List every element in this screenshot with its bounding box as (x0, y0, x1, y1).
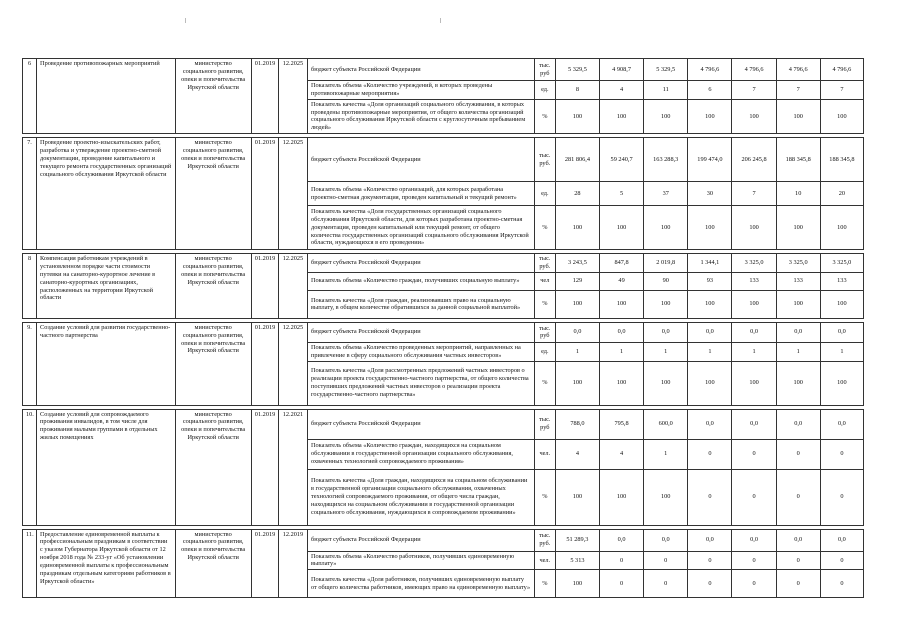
year-value: 100 (732, 99, 776, 133)
year-value: 100 (555, 99, 599, 133)
year-value: 100 (555, 469, 599, 525)
measure-name: Создание условий для развития государственно-частного партнерства (37, 322, 175, 405)
unit: чел (534, 272, 555, 290)
unit: ед. (534, 182, 555, 206)
year-value: 11 (644, 81, 688, 100)
measure-name: Проведение противопожарных мероприятий (37, 59, 175, 134)
year-value: 10 (776, 182, 820, 206)
year-value: 788,0 (555, 409, 599, 439)
year-value: 8 (555, 81, 599, 100)
year-value: 3 325,0 (820, 254, 863, 273)
indicator-text: Показатель качества «Доля организаций социального обслуживания, в которых проведены противопожарные мероприятия, от общего количества организаций социального обслуживания Иркутской области с круглосуточным пребыванием людей» (307, 99, 534, 133)
year-value: 0 (644, 551, 688, 570)
measure-name: Проведение проектно-изыскательских работ, разработка и утверждение проектно-сметной документации, проведение капитального и текущего ремонта государственных организаций социального обслуживания Иркутской области (37, 138, 175, 250)
year-value: 188 345,8 (820, 138, 863, 182)
year-value: 0 (732, 469, 776, 525)
year-value: 0,0 (732, 409, 776, 439)
year-value: 49 (600, 272, 644, 290)
funding-source: бюджет субъекта Российской Федерации (307, 254, 534, 273)
year-value: 4 796,6 (820, 59, 863, 81)
year-value: 4 796,6 (732, 59, 776, 81)
year-value: 100 (644, 290, 688, 318)
year-value: 199 474,0 (688, 138, 732, 182)
year-value: 100 (644, 361, 688, 405)
indicator-text: Показатель объема «Количество организаций, для которых разработана проектно-сметная документация, проведен капитальный и текущий ремонт» (307, 182, 534, 206)
year-value: 0,0 (732, 529, 776, 551)
year-value: 281 806,4 (555, 138, 599, 182)
year-value: 7 (776, 81, 820, 100)
start-date: 01.2019 (251, 59, 278, 134)
year-value: 0 (732, 570, 776, 598)
year-value: 100 (600, 469, 644, 525)
year-value: 100 (688, 290, 732, 318)
unit: % (534, 290, 555, 318)
year-value: 5 (600, 182, 644, 206)
year-value: 100 (820, 290, 863, 318)
end-date: 12.2025 (278, 59, 307, 134)
year-value: 1 (820, 342, 863, 361)
year-value: 100 (820, 99, 863, 133)
year-value: 163 288,3 (644, 138, 688, 182)
year-value: 0 (688, 439, 732, 469)
table-row (23, 409, 864, 439)
year-value: 4 (555, 439, 599, 469)
year-value: 206 245,8 (732, 138, 776, 182)
unit: тыс. руб (534, 409, 555, 439)
year-value: 0,0 (644, 322, 688, 342)
executor: министерство социального развития, опеки и попечительства Иркутской области (175, 409, 251, 525)
unit: % (534, 206, 555, 250)
start-date: 01.2019 (251, 254, 278, 319)
end-date: 12.2025 (278, 138, 307, 250)
start-date: 01.2019 (251, 322, 278, 405)
year-value: 4 (600, 81, 644, 100)
year-value: 1 (776, 342, 820, 361)
scan-mark (185, 18, 186, 23)
year-value: 100 (776, 290, 820, 318)
year-value: 7 (820, 81, 863, 100)
year-value: 188 345,8 (776, 138, 820, 182)
year-value: 0,0 (600, 322, 644, 342)
year-value: 100 (600, 290, 644, 318)
table-row (23, 59, 864, 81)
measure-name: Предоставление единовременной выплаты к профессиональным праздникам в соответствии с указом Губернатора Иркутской области от 12 ноября 2018 года № 233-уг «Об установлении единовременной выплаты к профессиональным праздникам отдельным категориям работников в Иркутской области» (37, 529, 175, 598)
year-value: 37 (644, 182, 688, 206)
measure-name: Компенсация работникам учреждений в установленном порядке части стоимости путевки на санаторно-курортное лечение в санаторно-курортных организациях, расположенных на территории Иркутской области (37, 254, 175, 319)
executor: министерство социального развития, опеки и попечительства Иркутской области (175, 529, 251, 598)
unit: чел. (534, 551, 555, 570)
year-value: 100 (688, 99, 732, 133)
year-value: 100 (644, 99, 688, 133)
year-value: 3 325,0 (776, 254, 820, 273)
year-value: 0,0 (820, 529, 863, 551)
year-value: 7 (732, 81, 776, 100)
year-value: 0,0 (820, 322, 863, 342)
year-value: 133 (776, 272, 820, 290)
table-row (23, 254, 864, 273)
year-value: 4 796,6 (776, 59, 820, 81)
year-value: 847,8 (600, 254, 644, 273)
row-number: 7. (23, 138, 37, 250)
year-value: 90 (644, 272, 688, 290)
year-value: 51 289,3 (555, 529, 599, 551)
year-value: 100 (644, 206, 688, 250)
unit: тыс. руб (534, 59, 555, 81)
year-value: 7 (732, 182, 776, 206)
year-value: 600,0 (644, 409, 688, 439)
year-value: 100 (555, 290, 599, 318)
scan-mark (440, 18, 441, 23)
indicator-text: Показатель качества «Доля граждан, реализовавших право на социальную выплату, в общем количестве обратившихся за данной социальной выплатой» (307, 290, 534, 318)
row-number: 9. (23, 322, 37, 405)
year-value: 0 (688, 551, 732, 570)
year-value: 0 (776, 469, 820, 525)
year-value: 0 (776, 570, 820, 598)
year-value: 100 (555, 570, 599, 598)
row-number: 8 (23, 254, 37, 319)
year-value: 1 (644, 439, 688, 469)
year-value: 0 (776, 439, 820, 469)
year-value: 0,0 (555, 322, 599, 342)
unit: тыс. руб. (534, 138, 555, 182)
unit: тыс. руб. (534, 529, 555, 551)
indicator-text: Показатель объема «Количество работников, получивших единовременную выплату» (307, 551, 534, 570)
year-value: 795,8 (600, 409, 644, 439)
year-value: 100 (732, 206, 776, 250)
year-value: 28 (555, 182, 599, 206)
year-value: 6 (688, 81, 732, 100)
end-date: 12.2025 (278, 322, 307, 405)
year-value: 0 (820, 439, 863, 469)
year-value: 133 (732, 272, 776, 290)
indicator-text: Показатель объема «Количество граждан, получивших социальную выплату» (307, 272, 534, 290)
indicator-text: Показатель объема «Количество граждан, находящихся на социальном обслуживании в государственной организации социального обслуживания, охваченных технологией сопровождаемого проживания» (307, 439, 534, 469)
unit: ед. (534, 342, 555, 361)
year-value: 0 (820, 469, 863, 525)
program-table (22, 58, 864, 598)
year-value: 100 (776, 206, 820, 250)
start-date: 01.2019 (251, 529, 278, 598)
year-value: 0,0 (776, 409, 820, 439)
table-row (23, 138, 864, 182)
year-value: 1 344,1 (688, 254, 732, 273)
year-value: 59 240,7 (600, 138, 644, 182)
start-date: 01.2019 (251, 409, 278, 525)
year-value: 100 (600, 99, 644, 133)
end-date: 12.2025 (278, 254, 307, 319)
year-value: 0,0 (820, 409, 863, 439)
year-value: 100 (555, 361, 599, 405)
year-value: 0 (644, 570, 688, 598)
year-value: 0,0 (688, 322, 732, 342)
year-value: 0,0 (644, 529, 688, 551)
unit: % (534, 99, 555, 133)
measure-name: Создание условий для сопровождаемого проживания инвалидов, в том числе для проживания малыми группами в отдельных жилых помещениях (37, 409, 175, 525)
year-value: 2 019,8 (644, 254, 688, 273)
unit: % (534, 469, 555, 525)
year-value: 1 (644, 342, 688, 361)
year-value: 0 (600, 551, 644, 570)
indicator-text: Показатель объема «Количество проведенных мероприятий, направленных на привлечение в сферу социального обслуживания частных инвесторов» (307, 342, 534, 361)
year-value: 0 (600, 570, 644, 598)
year-value: 100 (820, 206, 863, 250)
unit: чел. (534, 439, 555, 469)
indicator-text: Показатель качества «Доля государственных организаций социального обслуживания Иркутской области, для которых разработана проектно-сметная документация, проведен капитальный или текущий ремонт, от общего количества государственных организаций социального обслуживания Иркутской области, нуждающихся в его проведении» (307, 206, 534, 250)
year-value: 100 (820, 361, 863, 405)
year-value: 1 (600, 342, 644, 361)
funding-source: бюджет субъекта Российской Федерации (307, 409, 534, 439)
year-value: 100 (732, 361, 776, 405)
funding-source: бюджет субъекта Российской Федерации (307, 322, 534, 342)
table-row (23, 322, 864, 342)
year-value: 100 (776, 99, 820, 133)
executor: министерство социального развития, опеки и попечительства Иркутской области (175, 322, 251, 405)
indicator-text: Показатель объема «Количество учреждений, в которых проведены противопожарные мероприятия» (307, 81, 534, 100)
funding-source: бюджет субъекта Российской Федерации (307, 138, 534, 182)
indicator-text: Показатель качества «Доля рассмотренных предложений частных инвесторов о реализации проекта государственно-частного партнерства, от общего количества поступивших предложений частных инвесторов о реализации проекта государственно-частного партнерства» (307, 361, 534, 405)
unit: тыс. руб (534, 322, 555, 342)
year-value: 0 (688, 469, 732, 525)
year-value: 100 (688, 361, 732, 405)
year-value: 0,0 (776, 322, 820, 342)
row-number: 10. (23, 409, 37, 525)
year-value: 1 (555, 342, 599, 361)
year-value: 4 (600, 439, 644, 469)
executor: министерство социального развития, опеки и попечительства Иркутской области (175, 138, 251, 250)
executor: министерство социального развития, опеки и попечительства Иркутской области (175, 254, 251, 319)
year-value: 4 796,6 (688, 59, 732, 81)
year-value: 100 (600, 361, 644, 405)
year-value: 4 908,7 (600, 59, 644, 81)
year-value: 0 (732, 439, 776, 469)
executor: министерство социального развития, опеки и попечительства Иркутской области (175, 59, 251, 134)
unit: % (534, 361, 555, 405)
funding-source: бюджет субъекта Российской Федерации (307, 59, 534, 81)
year-value: 5 313 (555, 551, 599, 570)
year-value: 100 (644, 469, 688, 525)
indicator-text: Показатель качества «Доля граждан, находящихся на социальном обслуживании в государственной организации социального обслуживания, охваченных технологией сопровождаемого проживания, от общего числа граждан, находящихся на социальном обслуживании в государственной организации социального обслуживания, нуждающихся в сопровождаемом проживании» (307, 469, 534, 525)
table-row (23, 529, 864, 551)
year-value: 133 (820, 272, 863, 290)
year-value: 20 (820, 182, 863, 206)
year-value: 100 (555, 206, 599, 250)
year-value: 100 (688, 206, 732, 250)
year-value: 1 (688, 342, 732, 361)
unit: ед. (534, 81, 555, 100)
row-number: 6 (23, 59, 37, 134)
funding-source: бюджет субъекта Российской Федерации (307, 529, 534, 551)
year-value: 100 (776, 361, 820, 405)
year-value: 0,0 (688, 409, 732, 439)
year-value: 5 329,5 (644, 59, 688, 81)
year-value: 129 (555, 272, 599, 290)
year-value: 93 (688, 272, 732, 290)
end-date: 12.2019 (278, 529, 307, 598)
year-value: 0 (732, 551, 776, 570)
year-value: 0,0 (600, 529, 644, 551)
year-value: 100 (732, 290, 776, 318)
year-value: 0,0 (776, 529, 820, 551)
row-number: 11. (23, 529, 37, 598)
indicator-text: Показатель качества «Доля работников, получивших единовременную выплату от общего количества работников, имеющих право на единовременную выплату» (307, 570, 534, 598)
year-value: 0,0 (732, 322, 776, 342)
year-value: 30 (688, 182, 732, 206)
year-value: 1 (732, 342, 776, 361)
year-value: 0,0 (688, 529, 732, 551)
year-value: 100 (600, 206, 644, 250)
year-value: 0 (820, 570, 863, 598)
year-value: 3 243,5 (555, 254, 599, 273)
year-value: 3 325,0 (732, 254, 776, 273)
year-value: 0 (820, 551, 863, 570)
unit: % (534, 570, 555, 598)
start-date: 01.2019 (251, 138, 278, 250)
end-date: 12.2021 (278, 409, 307, 525)
year-value: 0 (776, 551, 820, 570)
year-value: 5 329,5 (555, 59, 599, 81)
unit: тыс. руб. (534, 254, 555, 273)
year-value: 0 (688, 570, 732, 598)
